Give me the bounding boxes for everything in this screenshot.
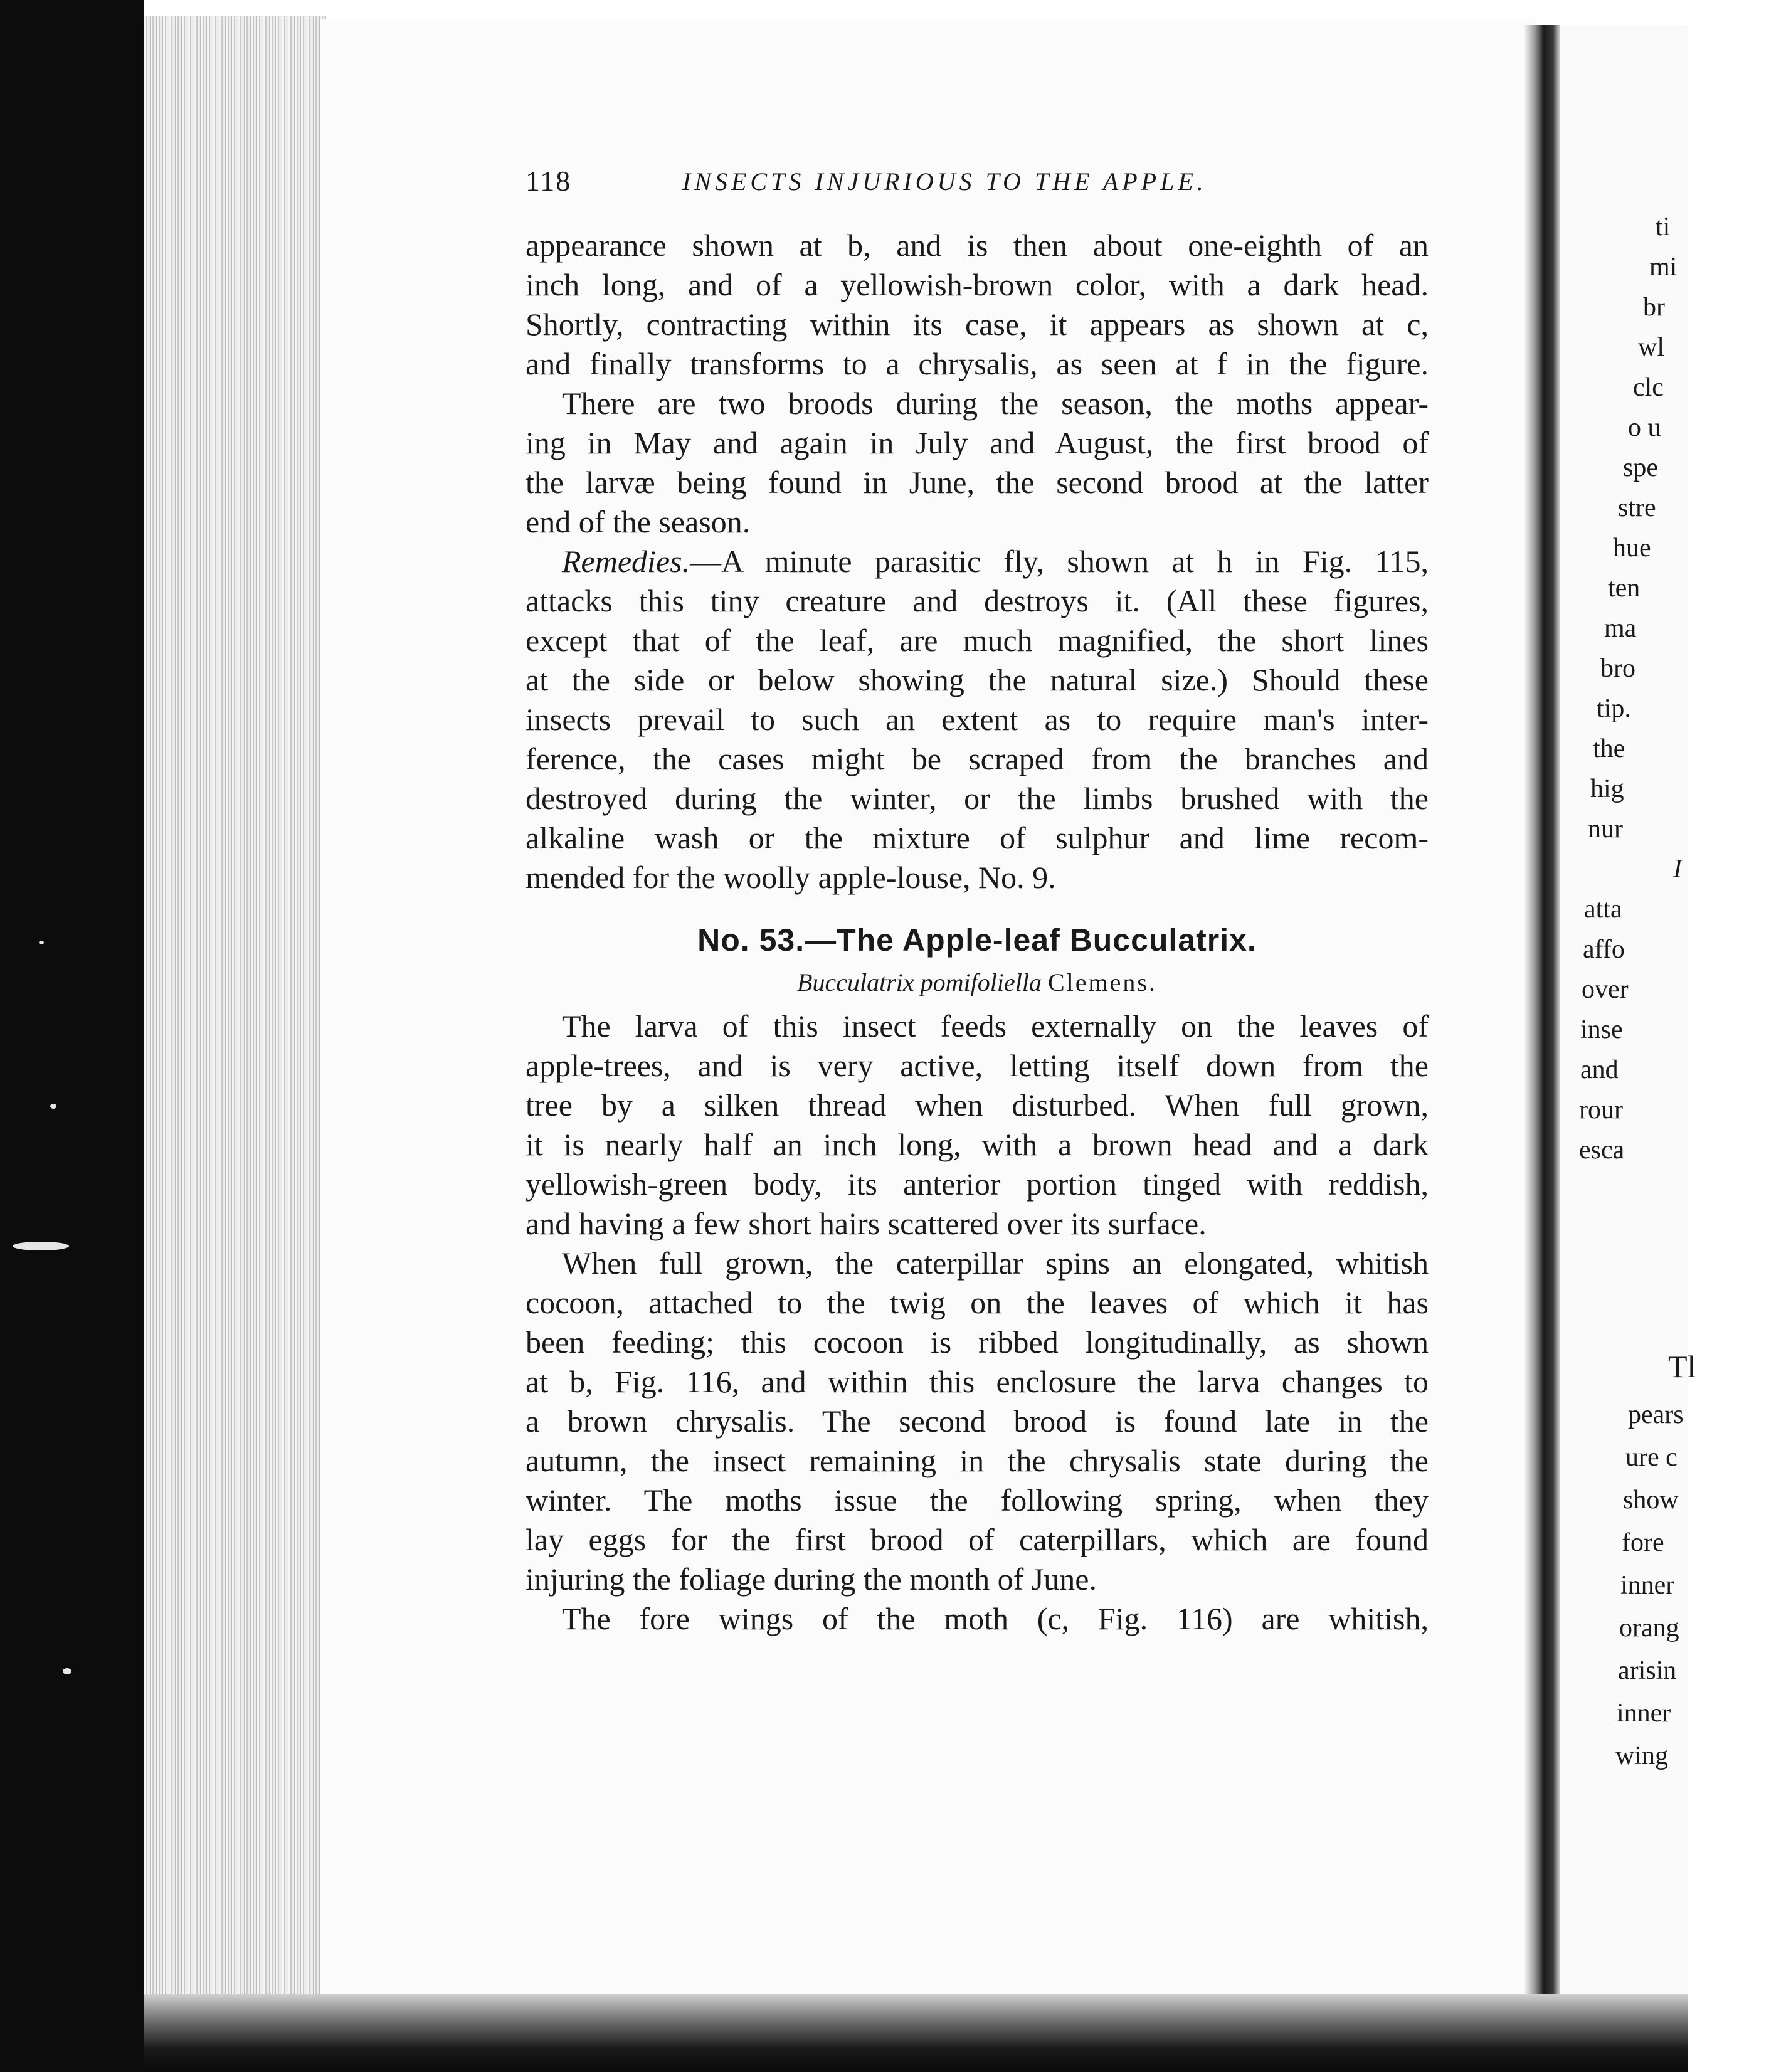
facing-fragment: mi xyxy=(1649,253,1678,282)
text-line: tree by a silken thread when disturbed. When full grown, xyxy=(526,1087,1429,1123)
facing-fragment: atta xyxy=(1584,895,1622,924)
text-line: mended for the woolly apple-louse, No. 9. xyxy=(526,860,1056,895)
facing-fragment: the xyxy=(1593,734,1625,763)
text-line: Shortly, contracting within its case, it appears as shown at c, xyxy=(526,307,1429,342)
facing-fragment: rour xyxy=(1579,1096,1623,1124)
paragraph-continued xyxy=(526,226,1429,384)
text-line: a brown chrysalis. The second brood is found late in the xyxy=(526,1403,1429,1439)
text-line: lay eggs for the first brood of caterpillars, which are found xyxy=(526,1522,1429,1557)
facing-fragment: Tl xyxy=(1668,1349,1696,1384)
facing-fragment: ten xyxy=(1608,574,1641,603)
facing-fragment: and xyxy=(1580,1055,1619,1084)
facing-fragment: orang xyxy=(1619,1614,1679,1642)
facing-fragment: fore xyxy=(1622,1528,1664,1557)
facing-fragment: hue xyxy=(1613,534,1651,563)
section-heading: No. 53.—The Apple-leaf Bucculatrix. xyxy=(697,922,1257,958)
facing-fragment: I xyxy=(1673,855,1682,884)
paragraph-larva xyxy=(526,1007,1429,1244)
facing-fragment: over xyxy=(1582,975,1629,1004)
text-line: The larva of this insect feeds externally on the leaves of xyxy=(562,1008,1429,1044)
facing-fragment: ti xyxy=(1656,213,1671,241)
facing-fragment: br xyxy=(1643,293,1665,322)
facing-fragment: pears xyxy=(1628,1400,1684,1429)
text-line: inch long, and of a yellowish-brown color, with a dark head. xyxy=(526,267,1429,302)
paragraph-remedies xyxy=(526,542,1429,897)
facing-fragment: hig xyxy=(1590,774,1624,803)
text-line: winter. The moths issue the following spring, when they xyxy=(526,1483,1429,1518)
text-line: the larvæ being found in June, the second brood at the latter xyxy=(526,465,1429,500)
text-line: except that of the leaf, are much magnified, the short lines xyxy=(526,623,1429,658)
running-head xyxy=(526,164,1429,208)
text-line: ing in May and again in July and August, the first brood of xyxy=(526,425,1429,460)
text-line: alkaline wash or the mixture of sulphur and lime recom- xyxy=(526,820,1429,855)
binding-speck xyxy=(50,1104,56,1109)
bottom-page-edges xyxy=(144,1994,1688,2072)
body-text xyxy=(526,226,1429,1639)
top-margin xyxy=(144,0,1688,16)
facing-fragment: tip. xyxy=(1597,694,1631,723)
binding-speck xyxy=(13,1242,69,1250)
facing-fragment: arisin xyxy=(1618,1656,1677,1685)
facing-fragment: ma xyxy=(1604,614,1637,643)
text-line: cocoon, attached to the twig on the leaves of which it has xyxy=(526,1285,1429,1320)
book-gutter xyxy=(1524,25,1560,2032)
text-line xyxy=(526,542,1429,581)
facing-fragment: affo xyxy=(1583,935,1625,964)
text-line: end of the season. xyxy=(526,504,751,539)
remedies-lead: Remedies. xyxy=(562,544,690,579)
text-line: ference, the cases might be scraped from the branches and xyxy=(526,741,1429,776)
text-line: yellowish-green body, its anterior portion tinged with reddish, xyxy=(526,1166,1429,1202)
stacked-page-edges xyxy=(144,13,326,1994)
text-line: it is nearly half an inch long, with a brown head and a dark xyxy=(526,1127,1429,1162)
facing-fragment: inner xyxy=(1617,1699,1671,1728)
scientific-name-line xyxy=(526,965,1429,1007)
text-line: apple-trees, and is very active, letting itself down from the xyxy=(526,1048,1429,1083)
text-line: attacks this tiny creature and destroys it. (All these figures, xyxy=(526,583,1429,618)
facing-fragment: spe xyxy=(1623,453,1658,482)
text-line: and finally transforms to a chrysalis, as seen at f in the figure. xyxy=(526,346,1429,381)
paragraph-broods xyxy=(526,384,1429,542)
text-line: appearance shown at b, and is then about one-eighth of an xyxy=(526,228,1429,263)
facing-fragment: stre xyxy=(1618,494,1656,522)
paragraph-fore-wings xyxy=(526,1599,1429,1639)
facing-fragment: ure c xyxy=(1625,1443,1678,1472)
facing-fragment: bro xyxy=(1600,654,1635,683)
facing-fragment: wing xyxy=(1615,1742,1668,1770)
facing-fragment: esca xyxy=(1579,1136,1625,1165)
facing-fragment: inse xyxy=(1580,1015,1623,1044)
binding-speck xyxy=(63,1668,71,1674)
facing-fragment: nur xyxy=(1588,815,1623,843)
binding-speck xyxy=(39,941,44,944)
text-line: injuring the foliage during the month of June. xyxy=(526,1562,1097,1597)
text-line: destroyed during the winter, or the limbs brushed with the xyxy=(526,781,1429,816)
running-title: INSECTS INJURIOUS TO THE APPLE. xyxy=(682,167,1207,196)
scientific-name: Bucculatrix pomifoliella xyxy=(797,968,1042,996)
paragraph-cocoon xyxy=(526,1244,1429,1599)
text-line: at b, Fig. 116, and within this enclosure the larva changes to xyxy=(526,1364,1429,1399)
facing-fragment: show xyxy=(1623,1486,1679,1514)
facing-fragment: o u xyxy=(1628,413,1661,442)
text-line: There are two broods during the season, the moths appear- xyxy=(562,386,1429,421)
text-line: been feeding; this cocoon is ribbed longitudinally, as shown xyxy=(526,1324,1429,1360)
text-line: and having a few short hairs scattered over its surface. xyxy=(526,1206,1207,1241)
text-line: autumn, the insect remaining in the chrysalis state during the xyxy=(526,1443,1429,1478)
facing-fragment: clc xyxy=(1633,373,1664,402)
facing-fragment: wl xyxy=(1638,333,1664,362)
facing-fragment: inner xyxy=(1620,1571,1675,1600)
remedies-first-line: —A minute parasitic fly, shown at h in Fig. 115, xyxy=(690,544,1429,579)
left-binding-shadow xyxy=(0,0,144,2072)
text-line: When full grown, the caterpillar spins an elongated, whitish xyxy=(562,1245,1429,1281)
text-line: The fore wings of the moth (c, Fig. 116) are whitish, xyxy=(562,1601,1429,1636)
text-line: insects prevail to such an extent as to require man's inter- xyxy=(526,702,1429,737)
species-authority: Clemens. xyxy=(1047,968,1157,996)
text-line: at the side or below showing the natural size.) Should these xyxy=(526,662,1429,697)
page-number: 118 xyxy=(526,165,572,197)
